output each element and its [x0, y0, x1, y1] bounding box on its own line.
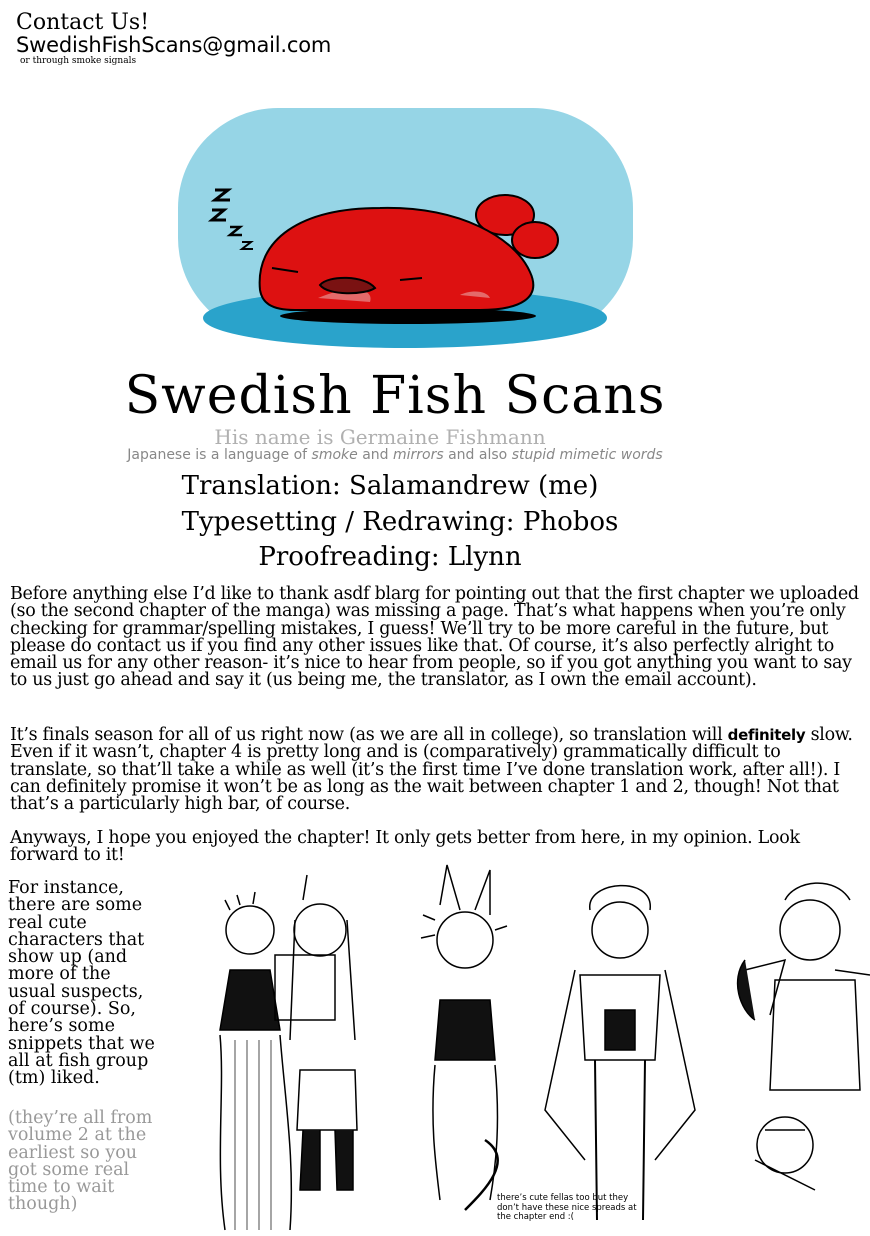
paragraph-thanks: Before anything else I’d like to thank asdf blarg for pointing out that the first chapter we uploaded (so the second chapter of the manga) was missing a page. That’s what happens when you’re only checking for grammar/spelling mistakes, I guess! We’ll try to be more careful in the future, but please do contact us if you find any other issues like that. Of course, it’s also perfectly alright to email us for any other reason- it’s nice to hear from people, so if you got anything you want to say to us just go ahead and say it (us being me, the translator, as I own the email account).	[10, 584, 859, 691]
spread-note: there’s cute fellas too but they don’t have these nice spreads at the chapter end :(	[497, 1193, 637, 1222]
sleeping-fish-logo	[160, 90, 650, 355]
contact-email[interactable]: SwedishFishScans@gmail.com	[16, 33, 332, 57]
contact-title: Contact Us!	[16, 10, 150, 35]
site-tagline: Japanese is a language of smoke and mirrors and also stupid mimetic words	[127, 447, 663, 463]
character-illustration-4	[545, 886, 695, 1220]
side-text: For instance, there are some real cute characters that show up (and more of the usual suspects, of course). So, here’s some snippets that we all at fish group (tm) liked.	[8, 878, 155, 1089]
paragraph-finals: It’s finals season for all of us right now (as we are all in college), so translation will definitely slow. Even if it wasn’t, chapter 4 is pretty long and is (comparatively) grammatically difficult to translate, so that’ll take a while as well (it’s the first time I’ve done translation work, after all!). I can definitely promise it won’t be as long as the wait between chapter 1 and 2, though! Not that that’s a particularly high bar, of course.	[10, 725, 853, 815]
credit-typesetting: Typesetting / Redrawing: Phobos	[181, 507, 619, 537]
site-title: Swedish Fish Scans	[124, 366, 666, 426]
credit-proofreading: Proofreading: Llynn	[258, 542, 522, 572]
credit-translation: Translation: Salamandrew (me)	[181, 471, 599, 501]
paragraph-closing: Anyways, I hope you enjoyed the chapter! It only gets better from here, in my opinion. Look forward to it!	[10, 828, 800, 866]
character-illustration-1	[220, 892, 291, 1230]
side-aside: (they’re all from volume 2 at the earliest so you got some real time to wait though)	[8, 1108, 153, 1215]
character-illustration-3	[421, 865, 507, 1210]
site-subtitle: His name is Germaine Fishmann	[214, 425, 546, 449]
contact-note: or through smoke signals	[20, 56, 137, 66]
character-illustration-5	[738, 883, 870, 1190]
manga-character-snippets	[185, 860, 870, 1236]
character-illustration-2	[275, 875, 357, 1190]
